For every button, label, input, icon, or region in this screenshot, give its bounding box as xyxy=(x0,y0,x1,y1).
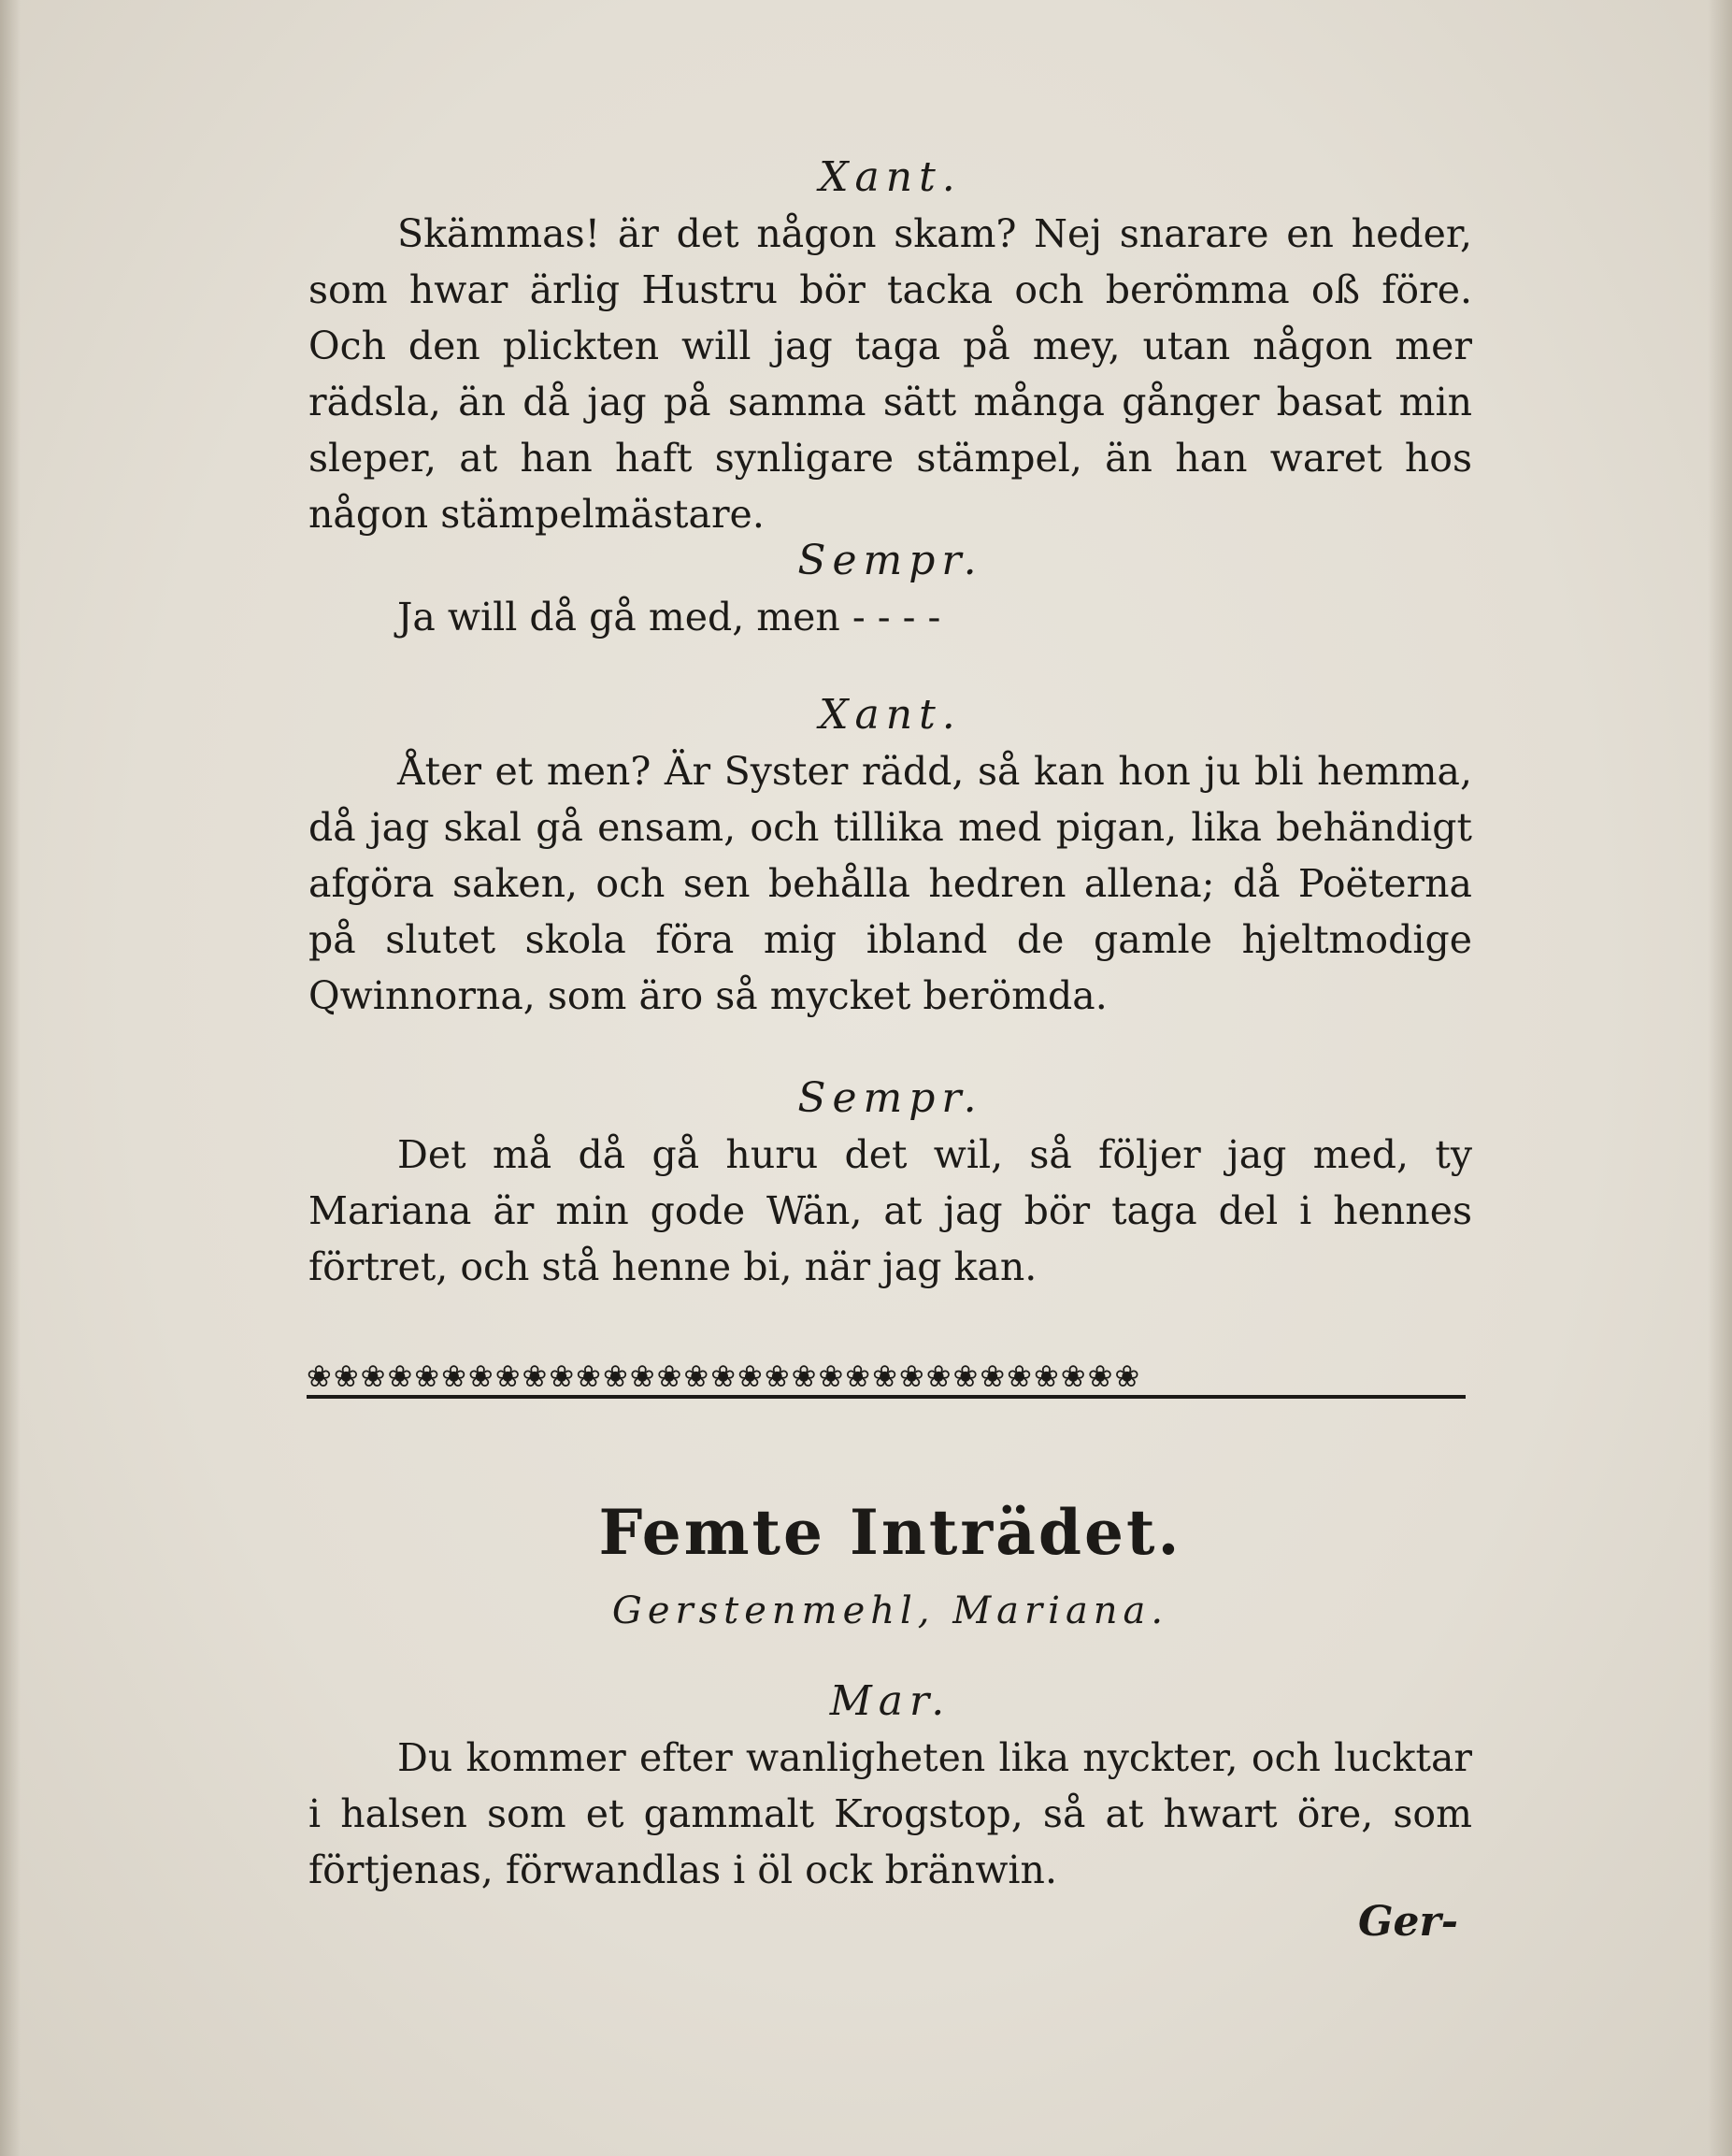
scene-title: Femte Inträdet. xyxy=(598,1496,1182,1569)
dialogue-block-sempr-1 xyxy=(308,533,1472,645)
dialogue-text: Åter et men? Är Syster rädd, så kan hon ju bli hemma, då jag skal gå ensam, och tillika med pigan, lika behändigt afgöra saken, och sen behålla hedren allena; då Poëterna på slutet skola föra mig ibland de gamle hjeltmodige Qwinnorna, som äro så mycket berömda. xyxy=(308,749,1472,1018)
page-edge-right xyxy=(1708,0,1732,2156)
speaker-label: Sempr. xyxy=(797,1074,983,1122)
dialogue-block-sempr-2 xyxy=(308,1071,1472,1295)
speaker-label: Sempr. xyxy=(797,537,983,584)
dialogue-block-xant-1 xyxy=(308,150,1472,542)
catchword: Ger- xyxy=(1357,1898,1458,1946)
speaker-label: Mar. xyxy=(829,1677,952,1725)
dialogue-text: Ja will då gå med, men - - - - xyxy=(397,595,941,640)
dialogue-text: Du kommer efter wanligheten lika nyckter, och lucktar i halsen som et gammalt Krogstop, så at hwart öre, som förtjenas, förwandlas i öl ock bränwin. xyxy=(308,1735,1472,1892)
dialogue-text: Det må då gå huru det wil, så följer jag med, ty Mariana är min gode Wän, at jag bör taga del i hennes förtret, och stå henne bi, när jag kan. xyxy=(308,1132,1472,1289)
dialogue-block-mar xyxy=(308,1674,1472,1898)
ornament-glyphs: ❀❀❀❀❀❀❀❀❀❀❀❀❀❀❀❀❀❀❀❀❀❀❀❀❀❀❀❀❀❀❀ xyxy=(307,1358,1142,1394)
dialogue-block-xant-2 xyxy=(308,687,1472,1024)
dialogue-text: Skämmas! är det någon skam? Nej snarare en heder, som hwar ärlig Hustru bör tacka och berömma oß före. Och den plickten will jag taga på mey, utan någon mer rädsla, än då jag på samma sätt många gånger basat min sleper, at han haft synligare stämpel, än han waret hos någon stämpelmästare. xyxy=(308,211,1472,537)
page-edge-left xyxy=(0,0,21,2156)
speaker-label: Xant. xyxy=(819,691,962,739)
speaker-label: Xant. xyxy=(819,153,962,201)
scene-characters: Gerstenmehl, Mariana. xyxy=(611,1589,1169,1632)
ornament-divider xyxy=(307,1358,1466,1399)
